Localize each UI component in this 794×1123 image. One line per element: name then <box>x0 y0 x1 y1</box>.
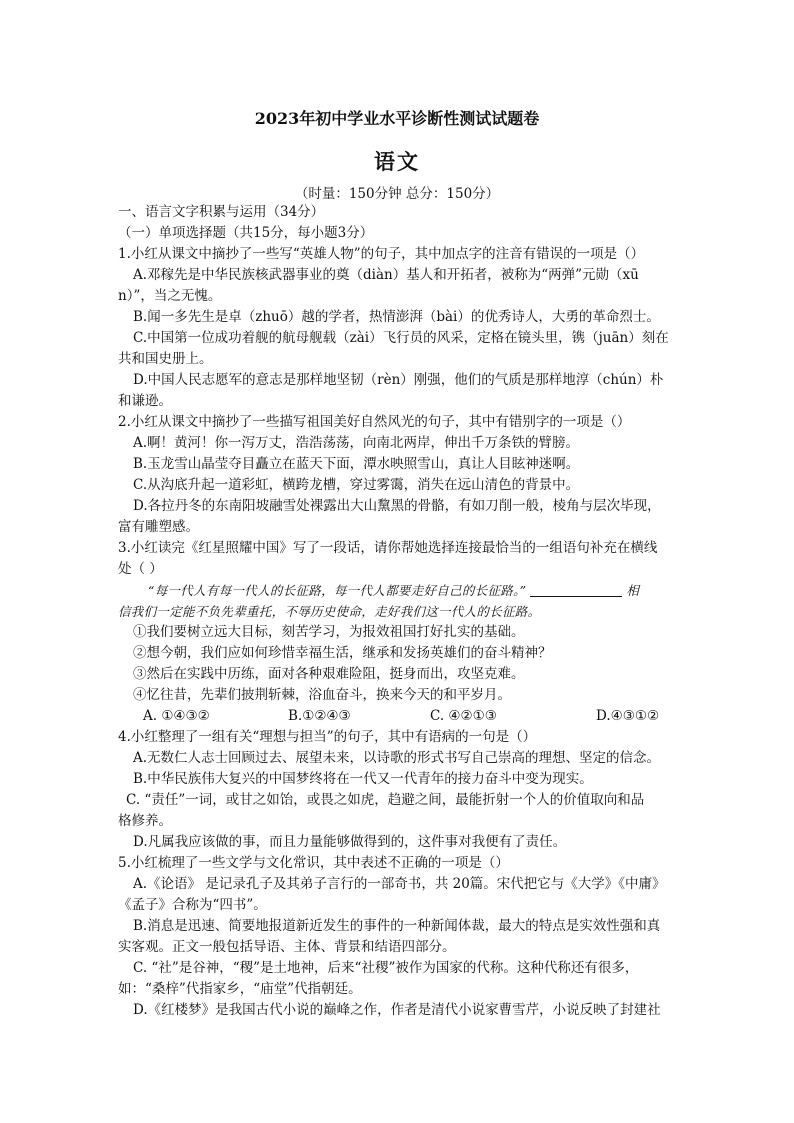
q5-option-c: C. “社”是谷神，“稷”是土地神，后来“社稷”被作为国家的代称。这种代称还有很多， <box>133 960 639 976</box>
q4-stem: 4.小红整理了一组有关“理想与担当”的句子，其中有语病的一句是（） <box>118 729 537 745</box>
q3-sentence-2: ②想今朝，我们应如何珍惜幸福生活，继承和发扬英雄们的奋斗精神？ <box>133 645 552 661</box>
q5-option-a-cont: 《孟子》合称为“四书”。 <box>118 897 267 913</box>
q1-option-c: C.中国第一位成功着舰的航母舰载（zài）飞行员的风采，定格在镜头里，镌（juān）刻在 <box>133 330 669 346</box>
q3-passage-line2: 信我们一定能不负先辈重托，不辱历史使命，走好我们这一代人的长征路。 <box>118 604 541 619</box>
q3-stem-cont: 处（ ） <box>118 561 163 577</box>
q3-choice-d: D.④③①② <box>596 708 660 724</box>
q5-option-d: D.《红楼梦》是我国古代小说的巅峰之作，作者是清代小说家曹雪芹，小说反映了封建社 <box>133 1002 661 1018</box>
q1-option-d: D.中国人民志愿军的意志是那样地坚韧（rèn）刚强，他们的气质是那样地淳（chún）朴 <box>133 372 664 388</box>
q5-option-b-cont: 实客观。正文一般包括导语、主体、背景和结语四部分。 <box>118 939 456 955</box>
q4-option-b: B.中华民族伟大复兴的中国梦终将在一代又一代青年的接力奋斗中变为现实。 <box>133 771 593 787</box>
q2-option-d: D.各拉丹冬的东南阳坡融雪处裸露出大山黧黑的骨骼，有如刀削一般，棱角与层次毕现， <box>133 498 661 514</box>
q1-option-b: B.闻一多先生是卓（zhuō）越的学者，热情澎湃（bài）的优秀诗人，大勇的革命烈士。 <box>133 309 660 325</box>
q2-stem: 2.小红从课文中摘抄了一些描写祖国美好自然风光的句子，其中有错别字的一项是（） <box>118 414 631 430</box>
q4-option-c: C. “责任”一词，或甘之如饴，或畏之如虎，趋避之间，最能折射一个人的价值取向和品 <box>126 792 645 808</box>
subject-heading: 语文 <box>374 149 420 174</box>
q3-stem: 3.小红读完《红星照耀中国》写了一段话，请你帮她选择连接最恰当的一组语句补充在横线 <box>118 540 658 556</box>
q4-option-a: A.无数仁人志士回顾过去、展望未来，以诗歌的形式书写自己崇高的理想、坚定的信念。 <box>133 750 661 766</box>
subsection-heading: （一）单项选择题（共15分，每小题3分） <box>118 225 374 241</box>
q3-choice-a: A. ①④③② <box>143 708 210 724</box>
q2-option-c: C.从沟底升起一道彩虹，横跨龙槽，穿过雾霭，消失在远山清色的背景中。 <box>133 477 580 493</box>
q1-option-a: A.邓稼先是中华民族核武器事业的奠（diàn）基人和开拓者，被称为“两弹”元勋（xū <box>133 267 639 283</box>
q3-sentence-3: ③然后在实践中历练，面对各种艰难险阻，挺身而出，攻坚克难。 <box>133 666 525 682</box>
q3-sentence-4: ④忆往昔，先辈们披荆斩棘，浴血奋斗，换来今天的和平岁月。 <box>133 687 511 703</box>
q5-stem: 5.小红梳理了一些文学与文化常识，其中表述不正确的一项是（） <box>118 855 509 871</box>
exam-title: 2023年初中学业水平诊断性测试试题卷 <box>254 109 540 128</box>
q2-option-a: A.啊！黄河！你一泻万丈，浩浩荡荡，向南北两岸，伸出千万条铁的臂膀。 <box>133 435 580 451</box>
q1-option-c-cont: 共和国史册上。 <box>118 351 213 367</box>
q1-option-d-cont: 和谦逊。 <box>118 393 172 409</box>
q2-option-d-cont: 富有雕塑感。 <box>118 519 199 535</box>
q5-option-c-cont: 如：“桑梓”代指家乡，“庙堂”代指朝廷。 <box>118 981 362 997</box>
answer-blank[interactable] <box>530 582 622 597</box>
q3-sentence-1: ①我们要树立远大目标，刻苦学习，为报效祖国打好扎实的基础。 <box>133 624 525 640</box>
q4-option-d: D.凡属我应该做的事，而且力量能够做得到的，这件事对我便有了责任。 <box>133 834 567 850</box>
q3-passage-quote: “每一代人有每一代人的长征路，每一代人都要走好自己的长征路。” <box>148 583 527 598</box>
q4-option-c-cont: 格修养。 <box>118 813 172 829</box>
q1-option-a-cont: n）”，当之无愧。 <box>118 288 222 304</box>
q3-passage-tail: 相 <box>626 583 640 598</box>
q3-passage-line1 <box>148 580 639 601</box>
q5-option-b: B.消息是迅速、简要地报道新近发生的事件的一种新闻体裁，最大的特点是实效性强和真 <box>133 918 661 934</box>
q1-stem: 1.小红从课文中摘抄了一些写“英雄人物”的句子，其中加点字的注音有错误的一项是（） <box>118 246 645 262</box>
q3-choice-b: B.①②④③ <box>288 708 351 724</box>
q3-choice-c: C. ④②①③ <box>430 708 497 724</box>
time-and-score: （时量：150分钟 总分：150分） <box>294 186 500 202</box>
q2-option-b: B.玉龙雪山晶莹夺目矗立在蓝天下面，潭水映照雪山，真让人目眩神迷啊。 <box>133 456 580 472</box>
q5-option-a: A.《论语》 是记录孔子及其弟子言行的一部奇书，共 20篇。宋代把它与《大学》《中庸》 <box>133 876 666 892</box>
section-heading: 一、语言文字积累与运用（34分） <box>118 204 325 220</box>
